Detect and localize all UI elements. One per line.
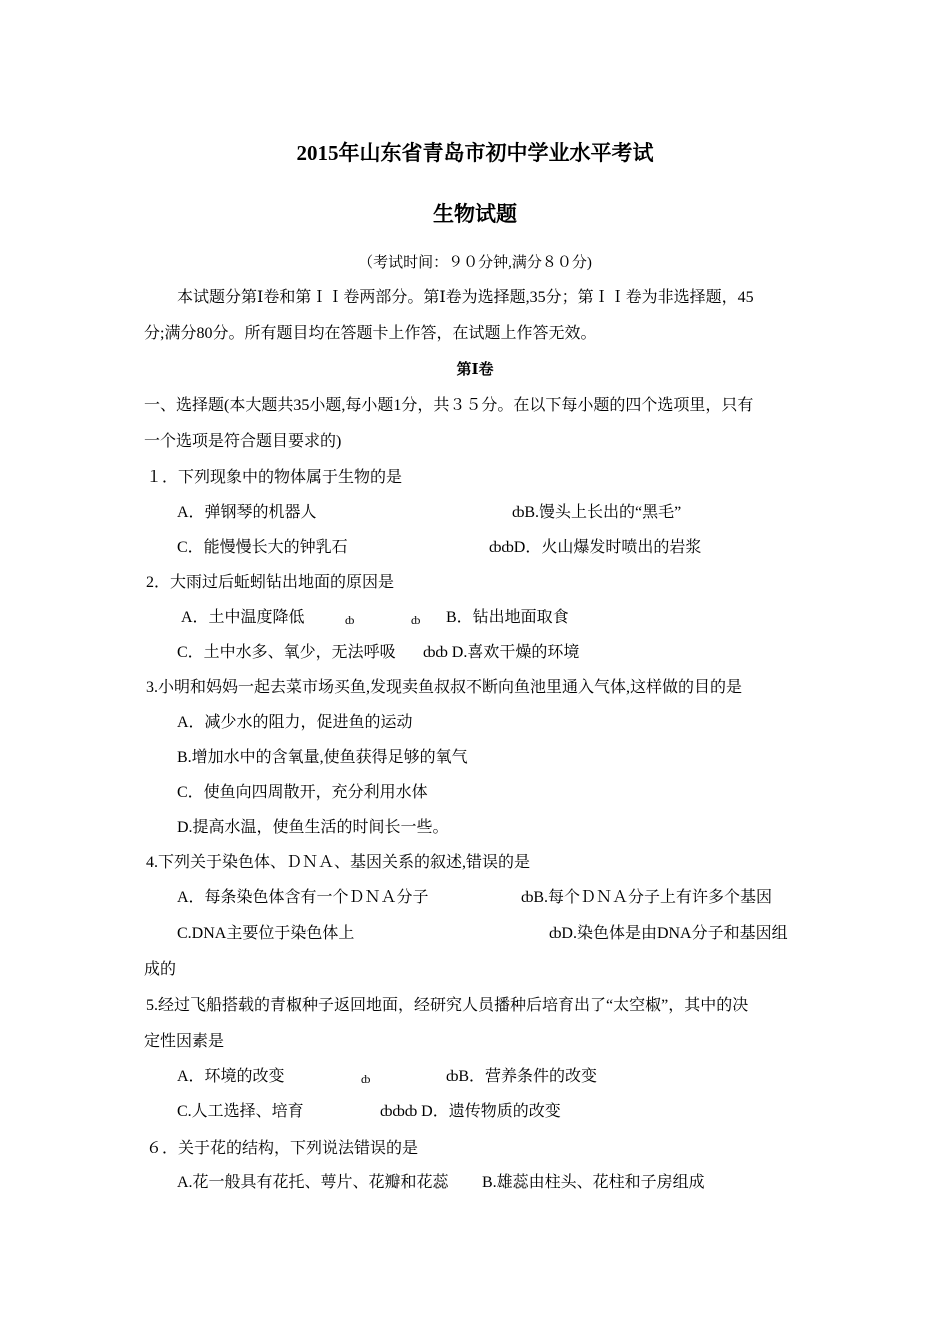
- q1-stem: １．下列现象中的物体属于生物的是: [146, 469, 403, 486]
- q4-option-d: ȸD.染色体是由DNA分子和基因组: [549, 925, 788, 942]
- q2-mark-1: ȸ: [345, 613, 355, 627]
- q6-option-a: A.花一般具有花托、萼片、花瓣和花蕊: [177, 1174, 449, 1191]
- q6-option-b: B.雄蕊由柱头、花柱和子房组成: [482, 1174, 705, 1191]
- page-title: 2015年山东省青岛市初中学业水平考试: [296, 141, 654, 165]
- q2-stem: 2．大雨过后蚯蚓钻出地面的原因是: [146, 574, 395, 591]
- q4-option-a: A．每条染色体含有一个ＤＮＡ分子: [177, 889, 429, 906]
- q1-option-b: ȸB.馒头上长出的“黑毛”: [512, 504, 682, 521]
- q3-option-c: C．使鱼向四周散开，充分利用水体: [177, 784, 428, 801]
- q2-option-d: ȸȸ D.喜欢干燥的环境: [423, 644, 580, 661]
- q1-option-c: C．能慢慢长大的钟乳石: [177, 539, 348, 556]
- q3-option-a: A．减少水的阻力，促进鱼的运动: [177, 714, 413, 731]
- q5-stem-1: 5.经过飞船搭载的青椒种子返回地面，经研究人员播种后培育出了“太空椒”，其中的决: [146, 997, 749, 1014]
- q3-stem: 3.小明和妈妈一起去菜市场买鱼,发现卖鱼叔叔不断向鱼池里通入气体,这样做的目的是: [146, 679, 743, 696]
- q5-option-c: C.人工选择、培育: [177, 1103, 304, 1120]
- q5-mark-1: ȸ: [361, 1072, 371, 1086]
- q5-stem-2: 定性因素是: [144, 1033, 225, 1050]
- q2-option-b: B．钻出地面取食: [446, 609, 569, 626]
- q6-stem: ６．关于花的结构，下列说法错误的是: [146, 1140, 419, 1157]
- section-label: 第Ⅰ卷: [456, 362, 494, 378]
- q5-option-a: A．环境的改变: [177, 1068, 285, 1085]
- q2-mark-2: ȸ: [411, 613, 421, 627]
- q2-option-a: A．土中温度降低: [181, 609, 305, 626]
- q4-option-b: ȸB.每个ＤＮＡ分子上有许多个基因: [521, 889, 773, 906]
- q4-option-c: C.DNA主要位于染色体上: [177, 925, 355, 942]
- q1-option-d: ȸȸD．火山爆发时喷出的岩浆: [489, 539, 702, 556]
- page-subtitle: 生物试题: [433, 202, 517, 226]
- q2-option-c: C．土中水多、氧少，无法呼吸: [177, 644, 396, 661]
- q5-option-d: ȸȸȸ D．遗传物质的改变: [380, 1103, 561, 1120]
- q3-option-b: B.增加水中的含氧量,使鱼获得足够的氧气: [177, 749, 468, 766]
- intro-line-1: 本试题分第Ⅰ卷和第ＩＩ卷两部分。第Ⅰ卷为选择题,35分；第ＩＩ卷为非选择题，45: [177, 289, 754, 306]
- q4-stem: 4.下列关于染色体、ＤＮＡ、基因关系的叙述,错误的是: [146, 854, 531, 871]
- intro-line-2: 分;满分80分。所有题目均在答题卡上作答，在试题上作答无效。: [144, 325, 597, 342]
- exam-info: （考试时间：９０分钟,满分８０分): [358, 255, 592, 271]
- q1-option-a: A．弹钢琴的机器人: [177, 504, 317, 521]
- q3-option-d: D.提高水温，使鱼生活的时间长一些。: [177, 819, 449, 836]
- q4-option-d-continued: 成的: [144, 961, 177, 978]
- section-instructions-2: 一个选项是符合题目要求的): [144, 433, 342, 450]
- q5-option-b: ȸB．营养条件的改变: [446, 1068, 598, 1085]
- section-instructions-1: 一、选择题(本大题共35小题,每小题1分，共３５分。在以下每小题的四个选项里，只有: [144, 397, 754, 414]
